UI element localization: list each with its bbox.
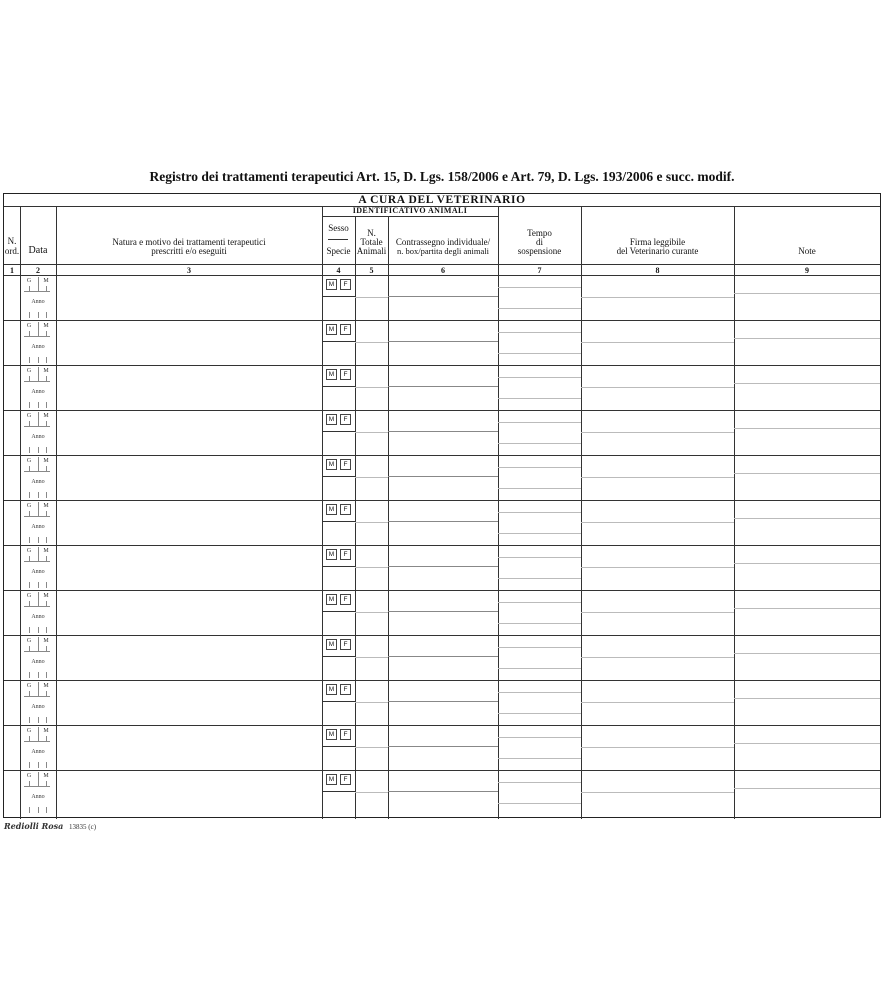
header-firma-1: Firma leggibile	[629, 237, 686, 247]
sex-male-checkbox[interactable]: M	[326, 369, 337, 380]
month-label: M	[43, 278, 49, 284]
column-number-6: 6	[441, 266, 445, 275]
sex-male-checkbox[interactable]: M	[326, 504, 337, 515]
footer	[4, 821, 96, 831]
identificativo-banner: IDENTIFICATIVO ANIMALI	[352, 206, 468, 215]
day-label: G	[26, 548, 32, 554]
header-tempo-1: Tempo	[527, 228, 552, 238]
year-label: Anno	[31, 389, 45, 395]
sex-male-checkbox[interactable]: M	[326, 324, 337, 335]
column-number-1: 1	[10, 266, 14, 275]
header-contrassegno-1: Contrassegno individuale/	[395, 237, 491, 247]
sex-female-checkbox[interactable]: F	[340, 549, 351, 560]
day-label: G	[26, 773, 32, 779]
column-number-9: 9	[805, 266, 809, 275]
header-contrassegno-2: n. box/partita degli animali	[396, 246, 490, 256]
column-number-4: 4	[336, 266, 341, 275]
month-label: M	[43, 323, 49, 329]
header-specie: Specie	[326, 246, 351, 256]
month-label: M	[43, 413, 49, 419]
year-label: Anno	[31, 794, 45, 800]
header-ord: ord.	[4, 246, 20, 256]
year-label: Anno	[31, 299, 45, 305]
header-tempo-2: di	[535, 237, 543, 247]
day-label: G	[26, 503, 32, 509]
header-n: N.	[7, 236, 17, 246]
column-number-5: 5	[369, 266, 374, 275]
header-note: Note	[798, 246, 816, 256]
form-code: 13835 (c)	[69, 823, 97, 831]
year-label: Anno	[31, 704, 45, 710]
header-totale-3: Animali	[356, 246, 387, 256]
header-totale-2: Totale	[360, 237, 383, 247]
month-label: M	[43, 593, 49, 599]
sex-female-checkbox[interactable]: F	[340, 774, 351, 785]
month-label: M	[43, 503, 49, 509]
year-label: Anno	[31, 434, 45, 440]
sex-female-checkbox[interactable]: F	[340, 459, 351, 470]
year-label: Anno	[31, 479, 45, 485]
month-label: M	[43, 773, 49, 779]
day-label: G	[26, 458, 32, 464]
month-label: M	[43, 368, 49, 374]
day-label: G	[26, 593, 32, 599]
header-natura-2: prescritti e/o eseguiti	[151, 246, 227, 256]
sex-male-checkbox[interactable]: M	[326, 684, 337, 695]
sex-female-checkbox[interactable]: F	[340, 369, 351, 380]
sex-female-checkbox[interactable]: F	[340, 594, 351, 605]
sex-male-checkbox[interactable]: M	[326, 594, 337, 605]
month-label: M	[43, 728, 49, 734]
month-label: M	[43, 458, 49, 464]
sex-male-checkbox[interactable]: M	[326, 549, 337, 560]
sex-male-checkbox[interactable]: M	[326, 459, 337, 470]
publisher-logo: Rediolli Rosa	[4, 821, 64, 831]
sex-male-checkbox[interactable]: M	[326, 414, 337, 425]
day-label: G	[26, 413, 32, 419]
sex-female-checkbox[interactable]: F	[340, 279, 351, 290]
header-totale-1: N.	[367, 228, 376, 238]
sex-male-checkbox[interactable]: M	[326, 639, 337, 650]
sex-male-checkbox[interactable]: M	[326, 279, 337, 290]
sex-female-checkbox[interactable]: F	[340, 729, 351, 740]
day-label: G	[26, 278, 32, 284]
sex-female-checkbox[interactable]: F	[340, 414, 351, 425]
day-label: G	[26, 638, 32, 644]
year-label: Anno	[31, 569, 45, 575]
year-label: Anno	[31, 749, 45, 755]
register-sheet	[3, 193, 881, 818]
column-number-7: 7	[537, 266, 542, 275]
month-label: M	[43, 638, 49, 644]
year-label: Anno	[31, 524, 45, 530]
column-number-3: 3	[187, 266, 191, 275]
sex-female-checkbox[interactable]: F	[340, 504, 351, 515]
header-sesso: Sesso	[328, 223, 349, 233]
banner: A CURA DEL VETERINARIO	[358, 194, 526, 206]
day-label: G	[26, 683, 32, 689]
sex-male-checkbox[interactable]: M	[326, 774, 337, 785]
sex-female-checkbox[interactable]: F	[340, 684, 351, 695]
header-data: Data	[28, 245, 48, 256]
month-label: M	[43, 683, 49, 689]
year-label: Anno	[31, 614, 45, 620]
day-label: G	[26, 728, 32, 734]
document-title: Registro dei trattamenti terapeutici Art. 15, D. Lgs. 158/2006 e Art. 79, D. Lgs. 193/2006 e succ. modif.	[149, 169, 735, 184]
column-number-8: 8	[655, 266, 660, 275]
year-label: Anno	[31, 344, 45, 350]
header-tempo-3: sospensione	[517, 246, 562, 256]
header-natura-1: Natura e motivo dei trattamenti terapeutici	[112, 237, 266, 247]
day-label: G	[26, 323, 32, 329]
sex-female-checkbox[interactable]: F	[340, 324, 351, 335]
sex-male-checkbox[interactable]: M	[326, 729, 337, 740]
column-number-2: 2	[36, 266, 40, 275]
day-label: G	[26, 368, 32, 374]
sex-female-checkbox[interactable]: F	[340, 639, 351, 650]
header-firma-2: del Veterinario curante	[616, 246, 699, 256]
year-label: Anno	[31, 659, 45, 665]
month-label: M	[43, 548, 49, 554]
